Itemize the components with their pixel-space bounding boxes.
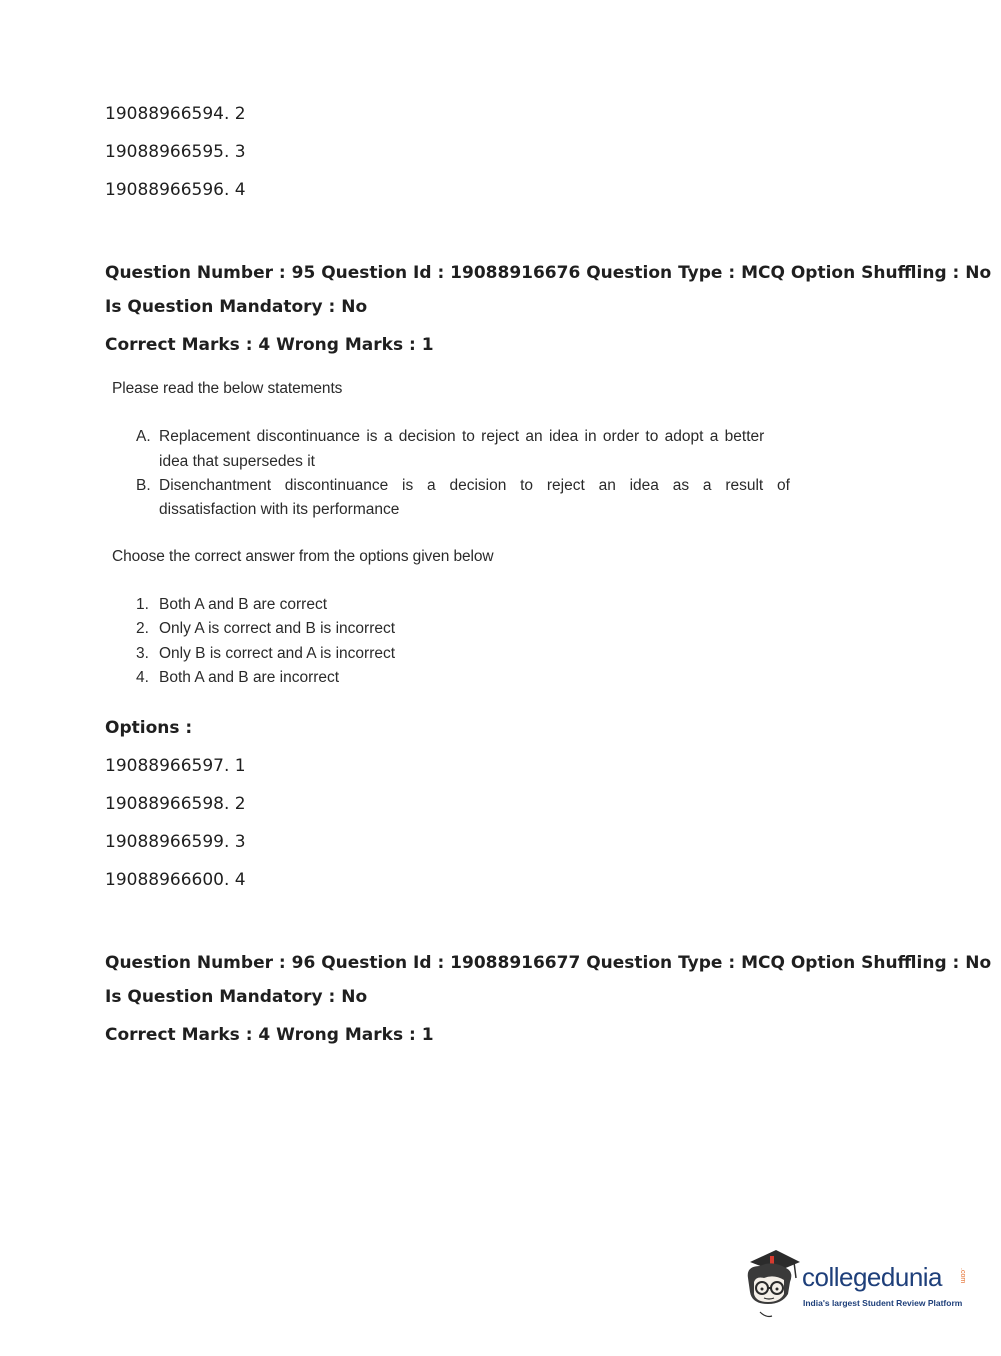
- collegedunia-logo: [742, 1248, 972, 1320]
- choice-marker: 2.: [136, 620, 149, 637]
- mascot-icon: [742, 1248, 804, 1320]
- statement-text: Replacement discontinuance is a decision to reject an idea in order to adopt a better: [159, 428, 765, 445]
- brand-name: collegedunia: [802, 1262, 943, 1292]
- choice-text: Both A and B are incorrect: [159, 669, 340, 686]
- question-header: Question Number : 96 Question Id : 19088916677 Question Type : MCQ Option Shuffling : No: [105, 953, 992, 973]
- choose-instruction: Choose the correct answer from the options given below: [112, 548, 494, 565]
- question-marks: Correct Marks : 4 Wrong Marks : 1: [105, 1025, 434, 1045]
- option-line: 19088966594. 2: [105, 104, 246, 124]
- brand-dotcom: .com: [959, 1268, 966, 1284]
- statement-marker: A.: [136, 428, 151, 445]
- statement-text: Disenchantment discontinuance is a decision to reject an idea as a result of: [159, 477, 790, 494]
- choice-marker: 4.: [136, 669, 149, 686]
- options-label: Options :: [105, 718, 193, 738]
- option-line: 19088966595. 3: [105, 142, 246, 162]
- choice-text: Only B is correct and A is incorrect: [159, 645, 396, 662]
- question-marks: Correct Marks : 4 Wrong Marks : 1: [105, 335, 434, 355]
- question-intro: Please read the below statements: [112, 380, 343, 397]
- choice-text: Both A and B are correct: [159, 596, 328, 613]
- choice-marker: 3.: [136, 645, 149, 662]
- option-line: 19088966596. 4: [105, 180, 246, 200]
- question-mandatory: Is Question Mandatory : No: [105, 297, 368, 317]
- option-line: 19088966600. 4: [105, 870, 246, 890]
- choice-text: Only A is correct and B is incorrect: [159, 620, 396, 637]
- statement-text: idea that supersedes it: [159, 453, 315, 470]
- question-header: Question Number : 95 Question Id : 19088916676 Question Type : MCQ Option Shuffling : No: [105, 263, 992, 283]
- option-line: 19088966598. 2: [105, 794, 246, 814]
- brand-tagline: India's largest Student Review Platform: [803, 1298, 963, 1308]
- statement-marker: B.: [136, 477, 151, 494]
- choice-marker: 1.: [136, 596, 149, 613]
- option-line: 19088966599. 3: [105, 832, 246, 852]
- option-line: 19088966597. 1: [105, 756, 246, 776]
- statement-text: dissatisfaction with its performance: [159, 501, 400, 518]
- question-mandatory: Is Question Mandatory : No: [105, 987, 368, 1007]
